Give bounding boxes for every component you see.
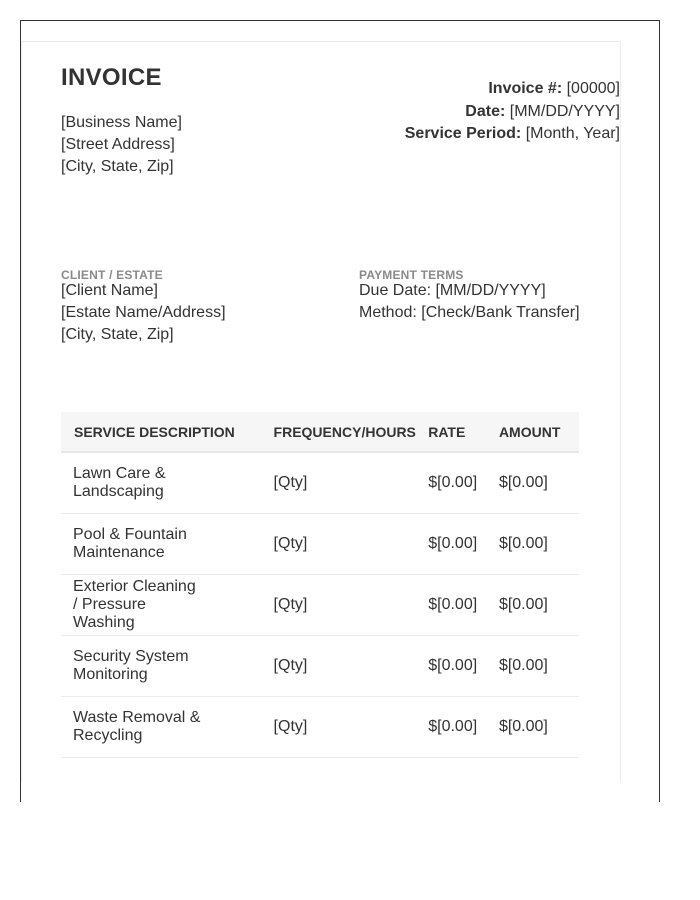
service-qty: [Qty] (274, 452, 429, 514)
payment-terms (359, 280, 580, 324)
invoice-number-value: [00000] (566, 80, 620, 97)
due-date: Due Date: [MM/DD/YYYY] (359, 282, 546, 299)
invoice-title: INVOICE (61, 64, 162, 91)
service-amount: $[0.00] (499, 636, 579, 697)
client-estate: [Estate Name/Address] (61, 304, 226, 321)
client-address (61, 280, 226, 346)
client-name: [Client Name] (61, 282, 158, 299)
service-amount: $[0.00] (499, 575, 579, 636)
service-qty: [Qty] (274, 575, 429, 636)
payment-method: Method: [Check/Bank Transfer] (359, 304, 580, 321)
service-qty: [Qty] (274, 514, 429, 575)
service-qty: [Qty] (274, 636, 429, 697)
business-address (61, 112, 182, 178)
service-period-value: [Month, Year] (525, 125, 620, 142)
invoice-meta (405, 78, 620, 146)
invoice-date-label: Date: (465, 102, 506, 120)
services-table (61, 412, 579, 758)
service-description: Security System Monitoring (61, 636, 274, 697)
service-rate: $[0.00] (428, 514, 499, 575)
service-amount: $[0.00] (499, 697, 579, 758)
service-period-label: Service Period: (404, 125, 522, 142)
service-description: Exterior Cleaning / Pressure Washing (61, 575, 274, 636)
invoice-date-value: [MM/DD/YYYY] (509, 102, 620, 120)
table-row (61, 697, 579, 758)
column-header-rate: RATE (428, 412, 499, 452)
invoice-date (405, 101, 620, 124)
table-header-row (61, 412, 579, 452)
service-rate: $[0.00] (428, 697, 499, 758)
table-row (61, 636, 579, 697)
table-row (61, 452, 579, 514)
invoice-number-label: Invoice #: (488, 80, 563, 97)
column-header-amount: AMOUNT (499, 412, 579, 452)
service-amount: $[0.00] (499, 514, 579, 575)
client-section-label: CLIENT / ESTATE (61, 268, 163, 282)
service-description: Waste Removal & Recycling (61, 697, 274, 758)
invoice-number (405, 78, 620, 101)
service-description: Lawn Care & Landscaping (61, 452, 274, 514)
service-rate: $[0.00] (428, 452, 499, 514)
table-row (61, 575, 579, 636)
payment-terms-label: PAYMENT TERMS (359, 268, 464, 282)
service-rate: $[0.00] (428, 636, 499, 697)
column-header-description: SERVICE DESCRIPTION (61, 412, 274, 452)
client-city: [City, State, Zip] (61, 326, 174, 343)
service-description: Pool & Fountain Maintenance (61, 514, 274, 575)
business-street: [Street Address] (61, 136, 175, 153)
service-period (405, 123, 620, 146)
column-header-frequency: FREQUENCY/HOURS (274, 412, 429, 452)
service-rate: $[0.00] (428, 575, 499, 636)
table-row (61, 514, 579, 575)
service-amount: $[0.00] (499, 452, 579, 514)
business-city: [City, State, Zip] (61, 158, 174, 175)
business-name: [Business Name] (61, 114, 182, 131)
service-qty: [Qty] (274, 697, 429, 758)
